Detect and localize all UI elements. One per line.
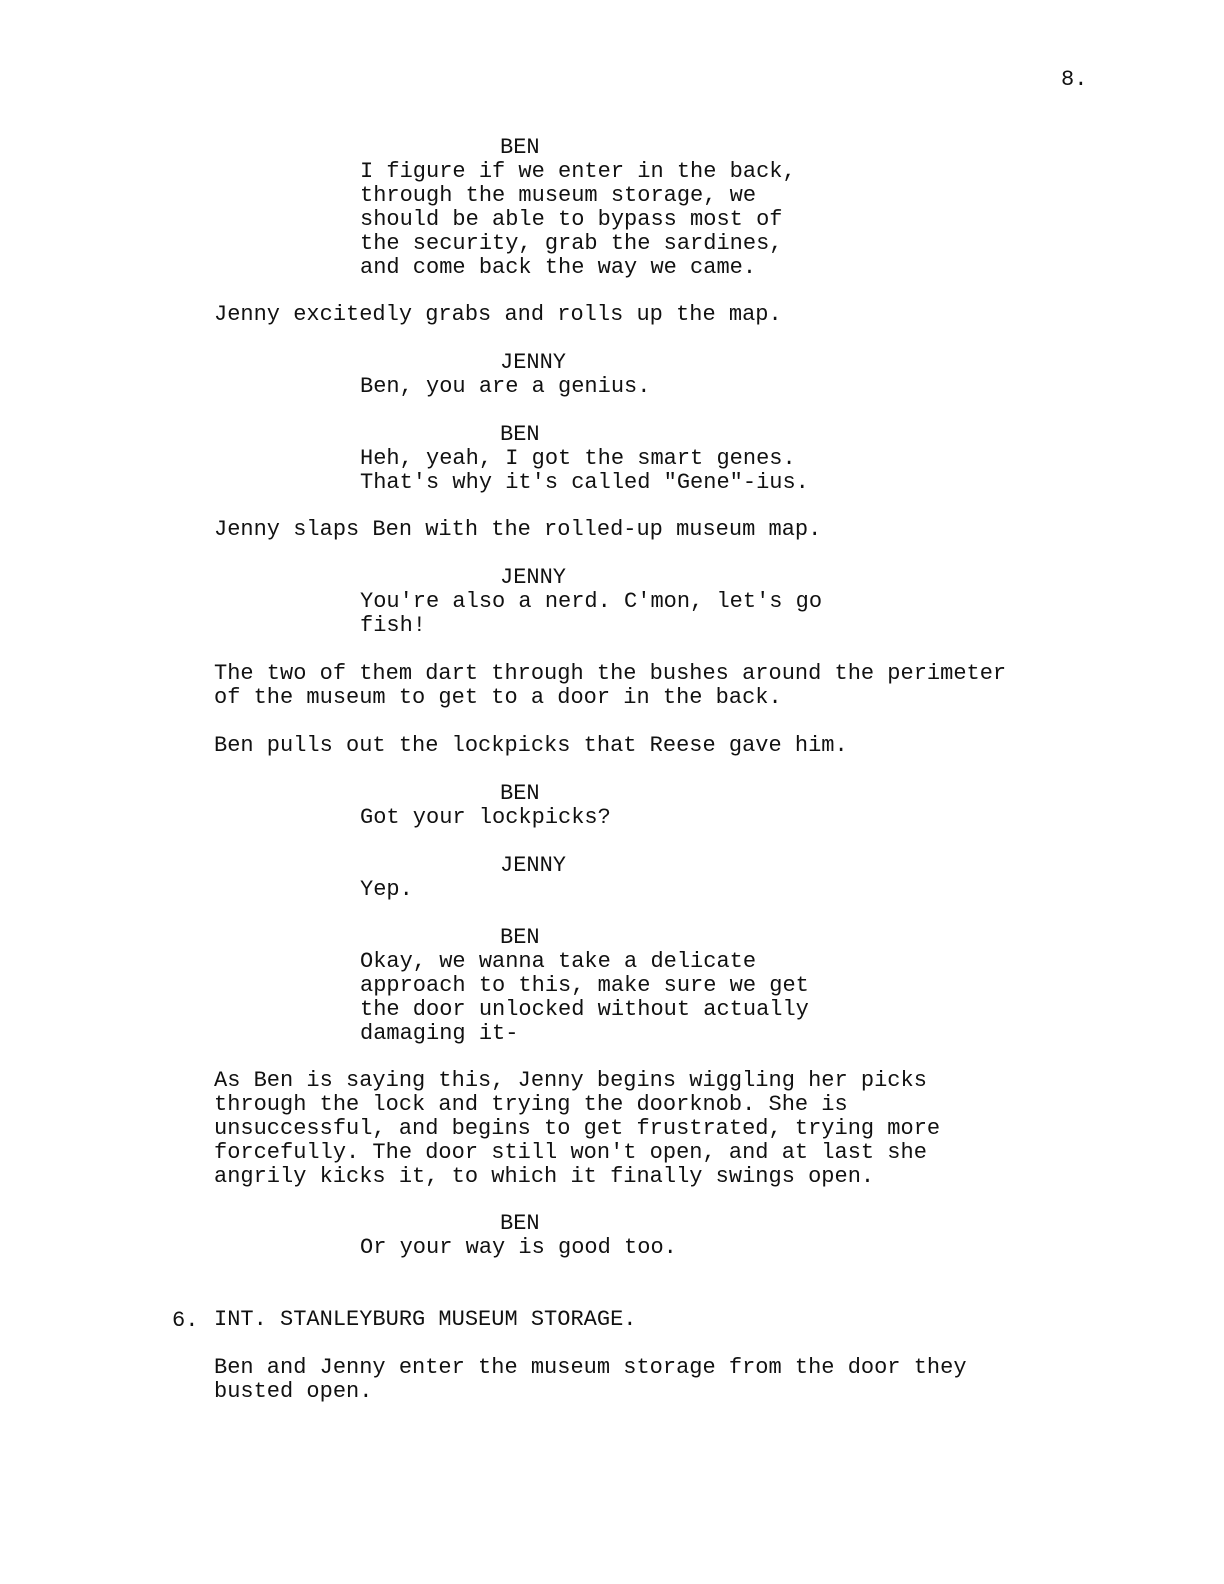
character-name: JENNY [500, 565, 567, 590]
character-name: JENNY [500, 853, 567, 878]
character-name: BEN [500, 1211, 540, 1236]
dialogue: Or your way is good too. [360, 1235, 677, 1260]
dialogue: Ben, you are a genius. [360, 374, 651, 399]
character-name: BEN [500, 135, 540, 160]
action-line: Jenny excitedly grabs and rolls up the map. [214, 302, 782, 327]
action-line: Ben and Jenny enter the museum storage from the door they busted open. [214, 1355, 967, 1404]
dialogue: Got your lockpicks? [360, 805, 611, 830]
scene-number: 6. [172, 1308, 199, 1333]
character-name: BEN [500, 781, 540, 806]
scene-heading: INT. STANLEYBURG MUSEUM STORAGE. [214, 1307, 637, 1332]
dialogue: Okay, we wanna take a delicate approach to this, make sure we get the door unlocked without actually damaging it- [360, 949, 809, 1046]
action-line: As Ben is saying this, Jenny begins wiggling her picks through the lock and trying the doorknob. She is unsuccessful, and begins to get frustrated, trying more forcefully. The door still won't open, and at last she angrily kicks it, to which it finally swings open. [214, 1068, 941, 1189]
character-name: BEN [500, 925, 540, 950]
character-name: BEN [500, 422, 540, 447]
action-line: Jenny slaps Ben with the rolled-up museum map. [214, 517, 822, 542]
action-line: The two of them dart through the bushes around the perimeter of the museum to get to a door in the back. [214, 661, 1007, 710]
page-number: 8. [1061, 67, 1088, 92]
dialogue: I figure if we enter in the back, through the museum storage, we should be able to bypass most of the security, grab the sardines, and come back the way we came. [360, 159, 796, 280]
dialogue: Heh, yeah, I got the smart genes. That's why it's called "Gene"-ius. [360, 446, 809, 495]
dialogue: You're also a nerd. C'mon, let's go fish! [360, 589, 823, 638]
character-name: JENNY [500, 350, 567, 375]
dialogue: Yep. [360, 877, 413, 902]
action-line: Ben pulls out the lockpicks that Reese gave him. [214, 733, 848, 758]
